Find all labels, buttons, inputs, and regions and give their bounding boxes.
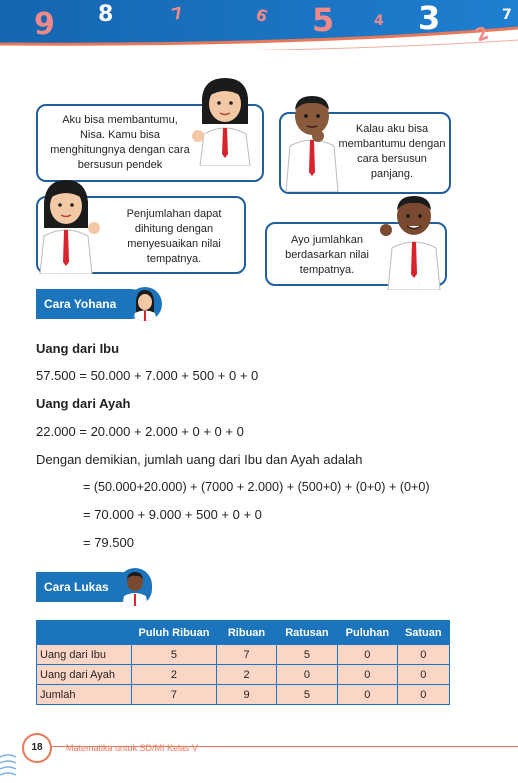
header-digit: 3 (418, 0, 441, 37)
cara-lukas-label-text: Cara Lukas (44, 580, 109, 594)
lukas-avatar (118, 568, 152, 606)
table-cell: 0 (397, 645, 449, 665)
sum-step-2: = 70.000 + 9.000 + 500 + 0 + 0 (83, 507, 262, 522)
table-header-row (37, 621, 450, 645)
header-digit: 9 (34, 7, 55, 42)
table-cell: 5 (276, 685, 337, 705)
girl-avatar-icon (128, 287, 162, 321)
page-header-banner (0, 0, 518, 50)
ayah-equation: 22.000 = 20.000 + 2.000 + 0 + 0 + 0 (36, 424, 244, 439)
boy-avatar-icon (118, 568, 152, 606)
header-digit: 7 (169, 2, 186, 25)
place-value-table (36, 620, 450, 705)
boy-character-icon (380, 190, 452, 290)
table-cell: 5 (276, 645, 337, 665)
table-cell: 2 (217, 665, 276, 685)
header-digit: 7 (502, 7, 512, 23)
table-row (37, 685, 450, 705)
boy-character-icon (282, 92, 342, 192)
header-digit: 6 (253, 4, 271, 27)
sum-step-1: = (50.000+20.000) + (7000 + 2.000) + (500+0) + (0+0) + (0+0) (83, 480, 430, 494)
table-header-cell: Satuan (397, 621, 449, 645)
footer-book-title: Matematika untuk SD/MI Kelas V (66, 743, 199, 753)
table-header-cell (37, 621, 132, 645)
table-cell: Uang dari Ayah (37, 665, 132, 685)
cara-yohana-label-text: Cara Yohana (44, 297, 117, 311)
girl-character-icon (36, 178, 102, 274)
table-cell: 9 (217, 685, 276, 705)
header-digit: 4 (374, 13, 384, 29)
girl-character-icon (192, 76, 258, 166)
yohana-avatar (128, 287, 162, 321)
table-cell: 7 (131, 685, 217, 705)
speech-text: Penjumlahan dapat dihitung dengan menyesuaikan nilai tempatnya. (126, 208, 222, 265)
table-cell: 0 (397, 665, 449, 685)
table-cell: 2 (131, 665, 217, 685)
table-header-cell: Puluh Ribuan (131, 621, 217, 645)
table-cell: Jumlah (37, 685, 132, 705)
table-header-cell: Ribuan (217, 621, 276, 645)
table-cell: 0 (397, 685, 449, 705)
table-row (37, 645, 450, 665)
conclusion-text: Dengan demikian, jumlah uang dari Ibu dan Ayah adalah (36, 452, 363, 467)
speech-text: Ayo jumlahkan berdasarkan nilai tempatnya. (285, 234, 369, 276)
table-cell: Uang dari Ibu (37, 645, 132, 665)
table-cell: 0 (338, 645, 397, 665)
sum-step-3: = 79.500 (83, 535, 134, 550)
ayah-heading: Uang dari Ayah (36, 396, 131, 411)
table-cell: 5 (131, 645, 217, 665)
table-cell: 0 (338, 665, 397, 685)
header-digit: 2 (472, 22, 492, 47)
speech-text: Aku bisa membantumu, Nisa. Kamu bisa menghitungnya dengan cara bersusun pendek (50, 114, 190, 171)
ibu-equation: 57.500 = 50.000 + 7.000 + 500 + 0 + 0 (36, 368, 259, 383)
table-row (37, 665, 450, 685)
header-digit: 8 (98, 2, 114, 27)
speech-text: Kalau aku bisa membantumu dengan cara bersusun panjang. (338, 123, 446, 180)
table-header-cell: Ratusan (276, 621, 337, 645)
table-header-cell: Puluhan (338, 621, 397, 645)
table-cell: 0 (338, 685, 397, 705)
page-number: 18 (22, 733, 52, 763)
table-cell: 0 (276, 665, 337, 685)
header-digit: 5 (312, 1, 335, 39)
ibu-heading: Uang dari Ibu (36, 341, 120, 356)
table-cell: 7 (217, 645, 276, 665)
